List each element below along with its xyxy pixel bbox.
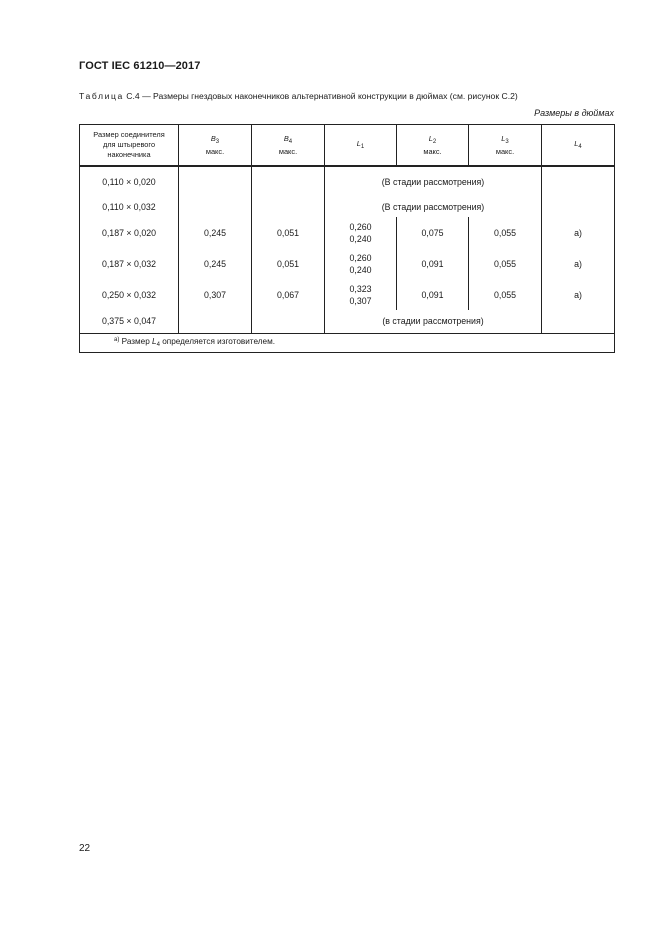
document-header: ГОСТ IEC 61210—2017 bbox=[79, 60, 201, 72]
cell-b3 bbox=[179, 166, 252, 197]
cell-b3: 0,245 bbox=[179, 217, 252, 248]
cell-b4 bbox=[252, 197, 325, 217]
table-row bbox=[80, 197, 615, 217]
cell-l3: 0,055 bbox=[469, 217, 542, 248]
page-number: 22 bbox=[79, 843, 91, 854]
footnote-row bbox=[80, 333, 615, 352]
footnote-mark: a) bbox=[114, 337, 120, 343]
cell-size: 0,110 × 0,020 bbox=[80, 166, 179, 197]
cell-l4: a) bbox=[542, 248, 615, 279]
cell-b3: 0,245 bbox=[179, 248, 252, 279]
cell-size: 0,187 × 0,020 bbox=[80, 217, 179, 248]
header-b3: $B_3$ макс. bbox=[179, 125, 252, 167]
cell-l4: a) bbox=[542, 217, 615, 248]
table-row bbox=[80, 279, 615, 310]
cell-b4 bbox=[252, 166, 325, 197]
cell-size: 0,187 × 0,032 bbox=[80, 248, 179, 279]
table-caption bbox=[79, 91, 518, 101]
header-l3: $L_3$ макс. bbox=[469, 125, 542, 167]
cell-l3: 0,055 bbox=[469, 248, 542, 279]
header-b4: $B_4$ макс. bbox=[252, 125, 325, 167]
cell-size: 0,110 × 0,032 bbox=[80, 197, 179, 217]
caption-label: Таблица bbox=[79, 91, 124, 101]
header-l4: $L_4$ bbox=[542, 125, 615, 167]
dimensions-table bbox=[79, 124, 615, 353]
table-row bbox=[80, 248, 615, 279]
table-row bbox=[80, 217, 615, 248]
cell-l2: 0,091 bbox=[397, 279, 469, 310]
cell-l2: 0,075 bbox=[397, 217, 469, 248]
cell-l1: 0,260 0,240 bbox=[325, 217, 397, 248]
cell-size: 0,250 × 0,032 bbox=[80, 279, 179, 310]
table-row bbox=[80, 310, 615, 333]
cell-b3 bbox=[179, 310, 252, 333]
cell-b3 bbox=[179, 197, 252, 217]
table-header-row bbox=[80, 125, 615, 167]
cell-b3: 0,307 bbox=[179, 279, 252, 310]
table-row bbox=[80, 166, 615, 197]
cell-l1: 0,260 0,240 bbox=[325, 248, 397, 279]
cell-b4: 0,067 bbox=[252, 279, 325, 310]
caption-text: — Размеры гнездовых наконечников альтернативной конструкции в дюймах (см. рисунок С.2) bbox=[142, 91, 518, 101]
cell-status: (в стадии рассмотрения) bbox=[325, 310, 542, 333]
cell-b4: 0,051 bbox=[252, 248, 325, 279]
cell-l3: 0,055 bbox=[469, 279, 542, 310]
cell-l4: a) bbox=[542, 279, 615, 310]
cell-l4 bbox=[542, 310, 615, 333]
header-connector-size: Размер соединителя для штыревого наконечника bbox=[80, 125, 179, 167]
cell-l4 bbox=[542, 166, 615, 197]
cell-status: (В стадии рассмотрения) bbox=[325, 166, 542, 197]
table-footnote: $^{a)}$ Размер $L_4$ определяется изготовителем. bbox=[80, 333, 615, 352]
header-l2: $L_2$ макс. bbox=[397, 125, 469, 167]
cell-l4 bbox=[542, 197, 615, 217]
units-note: Размеры в дюймах bbox=[534, 108, 614, 118]
header-l1: $L_1$ bbox=[325, 125, 397, 167]
cell-b4: 0,051 bbox=[252, 217, 325, 248]
cell-b4 bbox=[252, 310, 325, 333]
cell-size: 0,375 × 0,047 bbox=[80, 310, 179, 333]
caption-number: С.4 bbox=[126, 91, 140, 101]
cell-l2: 0,091 bbox=[397, 248, 469, 279]
cell-status: (В стадии рассмотрения) bbox=[325, 197, 542, 217]
cell-l1: 0,323 0,307 bbox=[325, 279, 397, 310]
